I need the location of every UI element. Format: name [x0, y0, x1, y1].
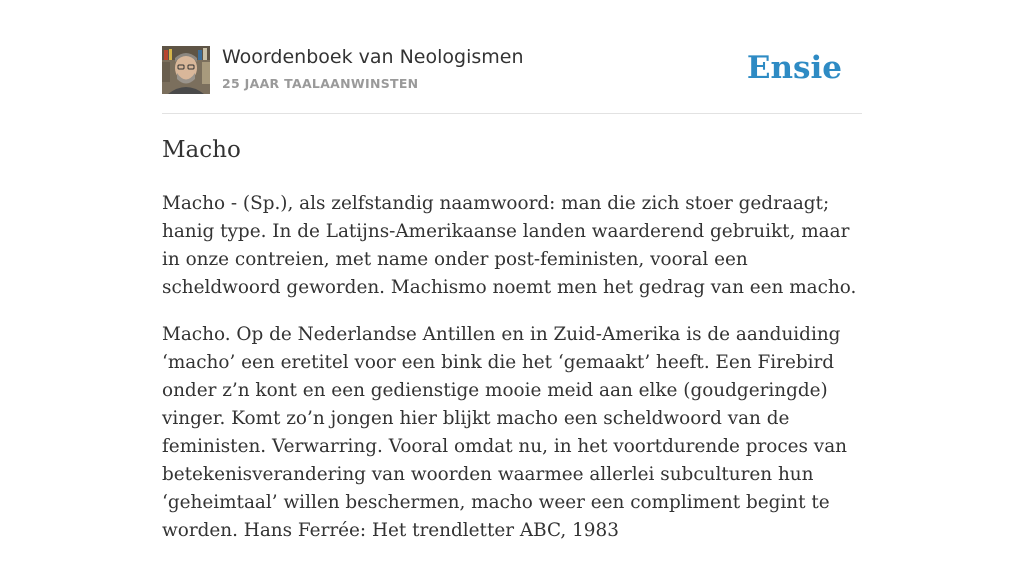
article-title: Macho	[162, 137, 241, 163]
article-paragraph: Macho - (Sp.), als zelfstandig naamwoord: man die zich stoer gedraagt; hanig type. In de Latijns-Amerikaanse landen waarderend gebruikt, maar in onze contreien, met name onder post-feministen, vooral een scheldwoord geworden. Machismo noemt men het gedrag van een macho.	[162, 193, 857, 298]
author-name[interactable]: Woordenboek van Neologismen	[222, 46, 524, 68]
article-paragraph: Macho. Op de Nederlandse Antillen en in Zuid-Amerika is de aanduiding ‘macho’ een eretitel voor een bink die het ‘gemaakt’ heeft. Een Firebird onder z’n kont en een gedienstige mooie meid aan elke (goudgeringde) vinger. Komt zo’n jongen hier blijkt macho een scheldwoord van de feministen. Verwarring. Vooral omdat nu, in het voortdurende proces van betekenisverandering van woorden waarmee allerlei subculturen hun ‘geheimtaal’ willen beschermen, macho weer een compliment begint te worden. Hans Ferrée: Het trendletter ABC, 1983	[162, 324, 848, 541]
header-divider	[162, 113, 862, 114]
article-body	[162, 190, 872, 564]
author-avatar[interactable]	[162, 46, 210, 94]
brand-logo[interactable]: Ensie	[746, 50, 842, 86]
author-subtitle: 25 JAAR TAALAANWINSTEN	[222, 76, 419, 91]
header	[162, 46, 862, 96]
author-photo	[162, 46, 210, 94]
